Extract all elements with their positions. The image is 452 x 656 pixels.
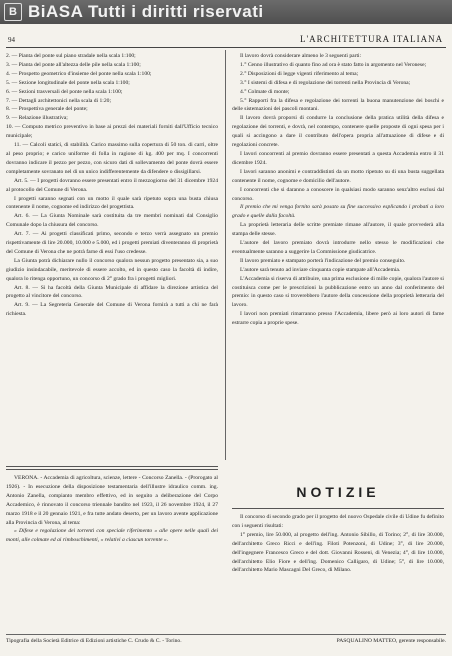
paragraph: Art. 9. — La Segreteria Generale del Comune di Verona fornirà a tutti a chi ne farà richiesta. — [6, 302, 218, 318]
paragraph: I concorrenti che si daranno a conoscere in qualsiasi modo saranno senz'altro esclusi dal concorso. — [232, 186, 444, 202]
right-column — [232, 52, 444, 328]
left-column — [6, 52, 218, 319]
paragraph: I lavori non premiati rimarranno presso l'Accademia, libere però ai loro autori di farne estrarre copia a proprie spese. — [232, 311, 444, 327]
running-head: L'ARCHITETTURA ITALIANA — [300, 34, 444, 44]
section-rule — [6, 469, 218, 470]
header-rule — [6, 47, 446, 48]
paragraph: « Difese e regolazione dei torrenti con speciale riferimento » alle opere nelle quali dei monti, alle colmate ed ai rimboschimenti, « relativi a ciascun torrente ». — [6, 528, 218, 544]
page-number: 94 — [8, 36, 15, 44]
paragraph: Art. 8. — Si ha facoltà della Giunta Municipale di affidare la direzione artistica del progetto al vincitore del concorso. — [6, 284, 218, 300]
paragraph: 9. — Relazione illustrativa; — [6, 115, 68, 122]
paragraph: 6. — Sezioni trasversali del ponte nella scala 1:100; — [6, 88, 123, 95]
paragraph: 1° premio, lire 50.000, al progetto dell'ing. Antonio Sibillo, di Torino; 2°, di lire 30.000, dell'architetto Greco Ricci e dell'ing. Filoti Potenzoni, di Udine; 3°, di lire 20.000, dell'ingegnere Francesco Greco e del dott. Giovanni Rosseni, di Venezia; 4°, di lire 10.000, dell'architetto Elio Fiore e dell'ing. Domenico Calligaro, di Udine; 5°, di lire 10.000, dell'architetto Mario Mascagni Del Greco, di Milano. — [232, 531, 444, 574]
paragraph: I lavori concorrenti al premio dovranno essere presentati a questa Accademia entro il 31 dicembre 1924. — [232, 150, 444, 166]
paragraph: 1.° Cenno illustrativo di quanto fino ad ora è stato fatto in argomento nel Veronese; — [240, 61, 427, 68]
section-rule — [232, 508, 444, 509]
watermark-banner — [0, 0, 452, 24]
paragraph: I lavori saranno anonimi e contraddistinti da un motto ripetuto su di una busta suggellata contenente il nome, cognome e domicilio dell'autore. — [232, 168, 444, 184]
paragraph: La Giunta potrà dichiarare nullo il concorso qualora nessun progetto presentato sia, a suo giudizio insindacabile, meritevole di essere accolto, ed in questo caso la facoltà di indire, qualora lo ritenga opportuno, un concorso di 2° grado fra i progetti migliori. — [6, 257, 218, 282]
paragraph: L'Accademia si riserva di attribuire, una prima esclusione di mille copie, qualora l'autore si costituisca come per le prescrizioni la pubblicazione entro un anno dal conferimento del premio: in questo caso si troverebbero l'autore della concessione della proprietà letteraria del lavoro. — [232, 275, 444, 309]
paragraph: Art. 6. — La Giunta Nominale sarà costituita da tre membri nominati dal Consiglio Comunale dopo la chiusura del concorso. — [6, 213, 218, 229]
paragraph: Il premio che mi venga fornito sarà posato su fine successivo esplicando i probati a loro grado e quelle dalla facoltà. — [232, 204, 444, 220]
notizie-section — [232, 470, 444, 575]
paragraph: L'autore del lavoro premiato dovrà introdurre nello stesso le modificazioni che eventualmente saranno a suggerire la Commissione giudicatrice. — [232, 240, 444, 255]
paragraph: 10. — Computo metrico preventivo in base ai prezzi dei materiali forniti dall'Ufficio tecnico municipale; — [6, 124, 218, 140]
printer-credit: Tipografia della Società Editrice di Edizioni artistiche C. Crudo & C. - Torino. — [6, 638, 182, 644]
notizie-body — [232, 513, 444, 575]
lower-left-column — [6, 474, 218, 545]
paragraph: Art. 7. — Ai progetti classificati primo, secondo e terzo verrà assegnato un premio rispettivamente di lire 20.000, 10.000 e 5.000, ed i progetti premiati diventeranno di proprietà del Comune di Verona che ne potrà farne di essi l'uso credesse. — [6, 231, 218, 255]
paragraph: 5.° Rapporti fra la difesa e regolazione dei torrenti la buona manutenzione dei boschi e delle sistemazioni dei pascoli montani. — [232, 97, 444, 113]
editor-credit: PASQUALINO MATTEO, gerente responsabile. — [336, 638, 446, 644]
paragraph: I progetti saranno segnati con un motto il quale sarà ripetuto sopra una busta chiusa contenente il nome, cognome ed indirizzo del progettista. — [6, 195, 218, 211]
paragraph: Il concorso di secondo grado per il progetto del nuovo Ospedale civile di Udine fu definito con i seguenti risultati: — [232, 514, 444, 529]
column-divider — [225, 50, 226, 460]
watermark-text: BiASA Tutti i diritti riservati — [28, 2, 264, 21]
paragraph: 7. — Dettagli architettonici nella scala di 1:20; — [6, 97, 112, 104]
biasa-logo-icon: B — [4, 3, 22, 21]
paragraph: 4. — Prospetto geometrico d'insieme del ponte nella scala 1:100; — [6, 70, 152, 77]
page-footer — [6, 638, 446, 644]
section-title: NOTIZIE — [296, 484, 380, 500]
paragraph: 4.° Colmate di monte; — [240, 88, 290, 95]
paragraph: VERONA. - Accademia di agricoltura, scienze, lettere - Concorso Zanella. - (Prorogato al 1926). - In esecuzione della disposizione testamentaria dell'illustre idraulico comm. ing. Antonio Zanella, compianto membro effettivo, ed in seguito a deliberazione del Corpo Accademico, è rinnovato il concorso triennale bandito nel 1923, il 26 novembre 1924, il 27 marzo 1918 e il 20 gennaio 1921, e fra tutte andato deserto, per un lavoro avente applicazione alla Provincia di Verona, al tema: — [6, 475, 218, 526]
paragraph: 3. — Pianta del ponte all'altezza delle pile nella scala 1:100; — [6, 61, 141, 68]
paragraph: Il lavoro dovrà proporsi di condurre la conclusione della pratica utilità della difesa e regolazione dei torrenti, e dovrà, nel contempo, contenere quelle proposte di ogni spesa per i quali si accingono a dare il contributo dell'opera propria all'attuazione di difese e di regolazioni concrete. — [232, 115, 444, 149]
paragraph: Il lavoro premiato e stampato porterà l'indicazione del premio conseguito. — [240, 257, 406, 264]
paragraph: 3.° I sistemi di difesa e di regolazione dei torrenti nella Provincia di Verona; — [240, 79, 411, 86]
paragraph: L'autore sarà tenuto ad inviare cinquanta copie stampate all'Accademia. — [240, 266, 401, 273]
footer-rule — [6, 634, 446, 635]
paragraph: 2. — Pianta del ponte sul piano stradale nella scala 1:100; — [6, 53, 136, 59]
section-rule — [6, 466, 218, 467]
paragraph: Art. 5. — I progetti dovranno essere presentati entro il mezzogiorno del 31 dicembre 1924 al protocollo del Comune di Verona. — [6, 177, 218, 193]
paragraph: La proprietà letteraria delle scritte premiate rimane all'autore, il quale provvederà alla stampa delle stesse. — [232, 222, 444, 238]
paragraph: 5. — Sezione longitudinale del ponte nella scala 1:100; — [6, 79, 130, 86]
paragraph: 8. — Prospettiva generale del ponte; — [6, 106, 88, 113]
paragraph: 11. — Calcoli statici, di stabilità. Carico massimo sulla copertura di 50 ton. di carri, oltre al peso proprio; e carico uniforme di folla in ragione di kg. 400 per mq. I concorrenti dovranno indicare il pezzo per pezzo, con sicuro dati di sollevamento del ponte dovrà essere completamente sovranato nel di un unico indifferentemente da difendere o dissigillarsi. — [6, 142, 218, 175]
paragraph: Il lavoro dovrà considerare almeno le 3 seguenti parti: — [240, 53, 362, 59]
paragraph: 2.° Disposizioni di legge vigenti riferimento al tema; — [240, 70, 359, 77]
